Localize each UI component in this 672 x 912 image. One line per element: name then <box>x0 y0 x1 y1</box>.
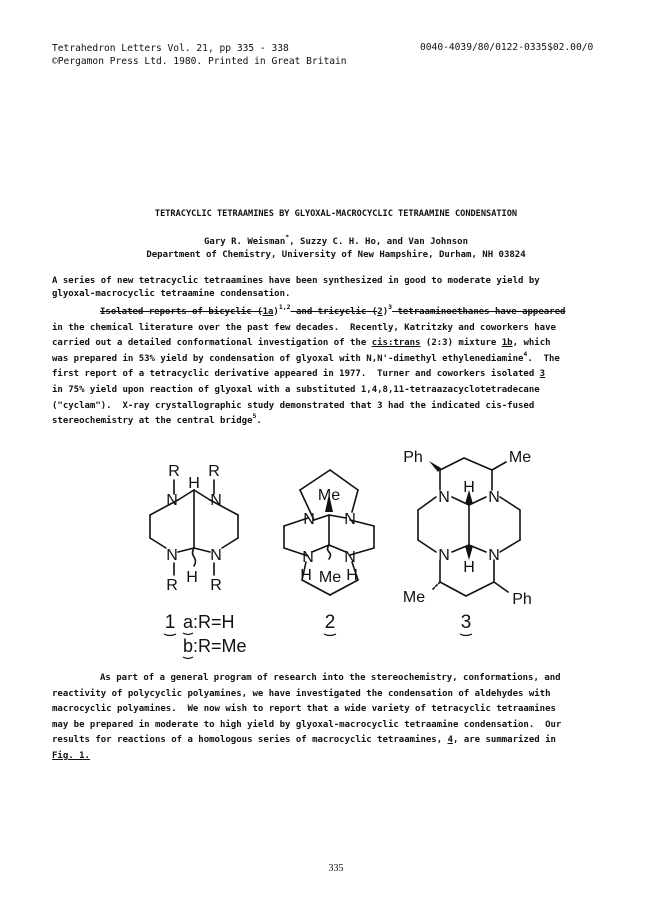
atom-label: R <box>208 463 220 480</box>
paragraph-line: first report of a tetracyclic derivative appeared in 1977. Turner and coworkers isolated 3 <box>52 369 546 380</box>
atom-label: N <box>488 547 500 564</box>
atom-label: H <box>300 567 312 584</box>
atom-label: Ph <box>512 591 532 608</box>
journal-line: Tetrahedron Letters Vol. 21, pp 335 - 338 <box>52 43 289 54</box>
compound-3-number: 3 <box>460 612 472 633</box>
atom-label: N <box>488 489 500 506</box>
wedge-bond <box>465 546 473 560</box>
wedge-bond <box>429 461 441 472</box>
structures-figure <box>0 436 672 666</box>
body-paragraph <box>52 671 642 765</box>
atom-label: H <box>188 475 200 492</box>
paragraph-line: stereochemistry at the central bridge$^5$. <box>52 412 262 427</box>
atom-label: N <box>303 511 315 528</box>
atom-label: Me <box>508 449 532 466</box>
paragraph-line: ("cyclam"). X-ray crystallographic study demonstrated that 3 had the indicated cis-fused <box>52 400 535 411</box>
abstract <box>52 275 632 300</box>
paragraph-line: As part of a general program of research into the stereochemistry, conformations, and <box>100 673 561 683</box>
atom-label: N <box>166 492 178 509</box>
paragraph-line: in 75% yield upon reaction of glyoxal with a substituted 1,4,8,11-tetraazacyclotetradecane <box>52 384 540 395</box>
atom-label: N <box>344 549 356 566</box>
author-first: Gary R. Weisman <box>203 237 286 247</box>
atom-label: Me <box>317 487 341 504</box>
article-code: 0040-4039/80/0122-0335$02.00/0 <box>420 42 594 53</box>
abstract-line: A series of new tetracyclic tetraamines have been synthesized in good to moderate yield by <box>52 276 540 286</box>
atom-label: R <box>168 463 180 480</box>
atom-label: H <box>346 567 358 584</box>
compound-1-structure <box>150 480 238 575</box>
atom-label: Me <box>318 569 342 586</box>
affiliation: Department of Chemistry, University of New Hampshire, Durham, NH 03824 <box>146 249 526 260</box>
compound-2-number: 2 <box>324 612 336 633</box>
author-block <box>0 233 672 261</box>
atom-label: H <box>463 559 475 576</box>
corresponding-star: * <box>285 233 290 241</box>
atom-label: Ph <box>403 449 423 466</box>
atom-label: Me <box>402 589 426 606</box>
paragraph-line: may be prepared in moderate to high yield by glyoxal-macrocyclic tetraamine condensation. Our <box>52 719 562 730</box>
atom-label: N <box>438 547 450 564</box>
atom-label: N <box>438 489 450 506</box>
atom-label: R <box>166 577 178 594</box>
paragraph-line: in the chemical literature over the past few decades. Recently, Katritzky and coworkers have <box>52 322 556 333</box>
paragraph-line: Isolated reports of bicyclic $(1a)^{1,2}$ and tricyclic $(2)^3$ tetraaminoethanes have appeared <box>100 303 566 317</box>
paragraph-line: macrocyclic polyamines. We now wish to report that a wide variety of tetracyclic tetraamines <box>52 704 556 715</box>
author-line <box>0 233 672 249</box>
paragraph-line: was prepared in 53% yield by condensation of glyoxal with N,N'-dimethyl ethylenediamine$^4$. The <box>52 349 560 364</box>
journal-header <box>52 42 347 68</box>
intro-paragraph <box>52 305 642 430</box>
atom-label: R <box>210 577 222 594</box>
compound-1a-caption: a:R=H <box>183 612 235 632</box>
paragraph-line: Fig. 1. <box>52 750 90 761</box>
atom-label: H <box>186 569 198 586</box>
compound-1-number: 1 <box>164 612 176 633</box>
paragraph-line: carried out a detailed conformational investigation of the cis:trans (2:3) mixture 1b, which <box>52 338 551 349</box>
paragraph-line: reactivity of polycyclic polyamines, we have investigated the condensation of aldehydes with <box>52 688 551 699</box>
author-rest: , Suzzy C. H. Ho, and Van Johnson <box>289 237 468 247</box>
atom-label: N <box>166 547 178 564</box>
atom-label: N <box>302 549 314 566</box>
page-number: 335 <box>328 863 344 874</box>
compound-1b-caption: b:R=Me <box>183 636 247 656</box>
abstract-line: glyoxal-macrocyclic tetraamine condensation. <box>52 288 291 299</box>
paper-title: TETRACYCLIC TETRAAMINES BY GLYOXAL-MACROCYCLIC TETRAAMINE CONDENSATION <box>154 209 518 219</box>
atom-label: N <box>210 547 222 564</box>
paragraph-line: results for reactions of a homologous series of macrocyclic tetraamines, 4, are summarized in <box>52 735 556 746</box>
atom-label: H <box>463 479 475 496</box>
publisher-line: ©Pergamon Press Ltd. 1980. Printed in Great Britain <box>52 56 347 67</box>
atom-label: N <box>344 511 356 528</box>
atom-label: N <box>210 492 222 509</box>
